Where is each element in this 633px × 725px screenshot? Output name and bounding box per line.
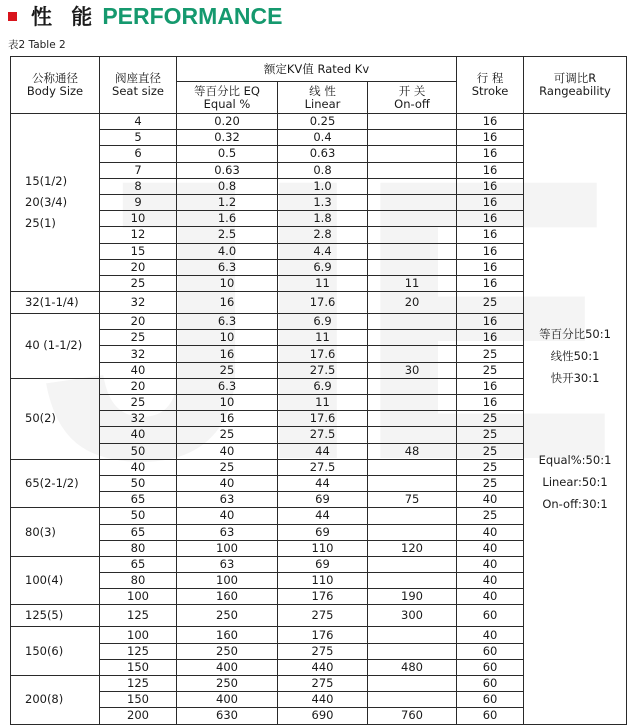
red-square-icon [8, 12, 17, 21]
equal-kv-cell: 63 [177, 492, 278, 508]
body-size-cell [11, 627, 100, 676]
stroke-cell: 25 [457, 362, 524, 378]
linear-kv-cell: 44 [278, 475, 368, 491]
linear-kv-cell: 1.0 [278, 178, 368, 194]
onoff-kv-cell: 480 [368, 659, 457, 675]
onoff-kv-cell [368, 211, 457, 227]
onoff-kv-cell [368, 459, 457, 475]
seat-size-cell: 40 [100, 459, 177, 475]
linear-kv-cell: 69 [278, 556, 368, 572]
linear-kv-cell: 6.9 [278, 259, 368, 275]
linear-kv-cell: 1.3 [278, 194, 368, 210]
onoff-kv-cell [368, 573, 457, 589]
linear-kv-cell: 17.6 [278, 411, 368, 427]
section-header [8, 2, 282, 30]
linear-kv-cell: 176 [278, 627, 368, 643]
stroke-cell: 40 [457, 556, 524, 572]
rangeability-value: 线性50:1 [550, 348, 600, 363]
stroke-cell: 16 [457, 162, 524, 178]
seat-size-cell: 8 [100, 178, 177, 194]
onoff-kv-cell [368, 475, 457, 491]
seat-size-cell: 50 [100, 508, 177, 524]
seat-size-cell: 32 [100, 346, 177, 362]
col-header-onoff: 开 关 On-off [368, 82, 457, 114]
body-size-cell [11, 378, 100, 459]
onoff-kv-cell [368, 178, 457, 194]
equal-kv-cell: 0.20 [177, 114, 278, 130]
body-size-cell [11, 114, 100, 292]
table-body [11, 114, 627, 725]
onoff-kv-cell [368, 643, 457, 659]
equal-kv-cell: 160 [177, 627, 278, 643]
stroke-cell: 25 [457, 292, 524, 314]
onoff-kv-cell: 190 [368, 589, 457, 605]
rangeability-value: 等百分比50:1 [539, 326, 611, 341]
seat-size-cell: 65 [100, 556, 177, 572]
stroke-cell: 16 [457, 130, 524, 146]
stroke-cell: 16 [457, 395, 524, 411]
seat-size-cell: 80 [100, 540, 177, 556]
seat-size-cell: 125 [100, 605, 177, 627]
rangeability-value: 快开30:1 [550, 370, 600, 385]
linear-kv-cell: 11 [278, 330, 368, 346]
equal-kv-cell: 6.3 [177, 259, 278, 275]
seat-size-cell: 65 [100, 524, 177, 540]
performance-table-wrap [10, 56, 626, 725]
stroke-cell: 16 [457, 227, 524, 243]
body-size-value: 125(5) [25, 608, 64, 623]
rangeability-value: On-off:30:1 [542, 496, 608, 511]
linear-kv-cell: 6.9 [278, 314, 368, 330]
onoff-kv-cell [368, 346, 457, 362]
onoff-kv-cell [368, 556, 457, 572]
onoff-kv-cell: 75 [368, 492, 457, 508]
seat-size-cell: 20 [100, 259, 177, 275]
equal-kv-cell: 0.5 [177, 146, 278, 162]
linear-kv-cell: 0.4 [278, 130, 368, 146]
seat-size-cell: 80 [100, 573, 177, 589]
stroke-cell: 40 [457, 524, 524, 540]
col-header-stroke: 行 程 Stroke [457, 57, 524, 114]
stroke-cell: 25 [457, 411, 524, 427]
linear-kv-cell: 0.25 [278, 114, 368, 130]
col-header-linear: 线 性 Linear [278, 82, 368, 114]
stroke-cell: 25 [457, 459, 524, 475]
equal-kv-cell: 160 [177, 589, 278, 605]
body-size-value: 150(6) [25, 643, 64, 658]
equal-kv-cell: 1.2 [177, 194, 278, 210]
equal-kv-cell: 2.5 [177, 227, 278, 243]
stroke-cell: 16 [457, 178, 524, 194]
seat-size-cell: 5 [100, 130, 177, 146]
body-size-cell [11, 508, 100, 557]
onoff-kv-cell: 30 [368, 362, 457, 378]
body-size-cell [11, 314, 100, 379]
onoff-kv-cell [368, 395, 457, 411]
linear-kv-cell: 440 [278, 659, 368, 675]
seat-size-cell: 25 [100, 395, 177, 411]
linear-kv-cell: 275 [278, 643, 368, 659]
stroke-cell: 16 [457, 194, 524, 210]
equal-kv-cell: 25 [177, 362, 278, 378]
stroke-cell: 40 [457, 589, 524, 605]
equal-kv-cell: 10 [177, 275, 278, 291]
onoff-kv-cell [368, 130, 457, 146]
stroke-cell: 40 [457, 492, 524, 508]
seat-size-cell: 125 [100, 643, 177, 659]
onoff-kv-cell: 300 [368, 605, 457, 627]
equal-kv-cell: 16 [177, 346, 278, 362]
stroke-cell: 25 [457, 346, 524, 362]
table-caption: 表2 Table 2 [8, 39, 66, 51]
onoff-kv-cell [368, 627, 457, 643]
stroke-cell: 25 [457, 443, 524, 459]
body-size-cell [11, 292, 100, 314]
rangeability-value: Linear:50:1 [542, 474, 608, 489]
col-header-body-size: 公称通径 Body Size [11, 57, 100, 114]
seat-size-cell: 4 [100, 114, 177, 130]
body-size-cell [11, 676, 100, 725]
linear-kv-cell: 11 [278, 395, 368, 411]
seat-size-cell: 9 [100, 194, 177, 210]
linear-kv-cell: 69 [278, 524, 368, 540]
stroke-cell: 16 [457, 211, 524, 227]
seat-size-cell: 20 [100, 378, 177, 394]
equal-kv-cell: 40 [177, 508, 278, 524]
title-cn: 性 能 [31, 5, 99, 29]
seat-size-cell: 15 [100, 243, 177, 259]
seat-size-cell: 25 [100, 330, 177, 346]
seat-size-cell: 50 [100, 475, 177, 491]
body-size-value: 32(1-1/4) [25, 295, 79, 310]
body-size-cell [11, 605, 100, 627]
onoff-kv-cell: 760 [368, 708, 457, 724]
linear-kv-cell: 6.9 [278, 378, 368, 394]
equal-kv-cell: 10 [177, 330, 278, 346]
stroke-cell: 16 [457, 243, 524, 259]
seat-size-cell: 150 [100, 659, 177, 675]
equal-kv-cell: 0.32 [177, 130, 278, 146]
onoff-kv-cell: 11 [368, 275, 457, 291]
linear-kv-cell: 44 [278, 443, 368, 459]
col-header-equal: 等百分比 EQ Equal % [177, 82, 278, 114]
equal-kv-cell: 250 [177, 605, 278, 627]
seat-size-cell: 32 [100, 411, 177, 427]
seat-size-cell: 200 [100, 708, 177, 724]
stroke-cell: 16 [457, 378, 524, 394]
seat-size-cell: 65 [100, 492, 177, 508]
linear-kv-cell: 0.8 [278, 162, 368, 178]
seat-size-cell: 25 [100, 275, 177, 291]
stroke-cell: 40 [457, 627, 524, 643]
stroke-cell: 25 [457, 508, 524, 524]
stroke-cell: 16 [457, 330, 524, 346]
onoff-kv-cell [368, 378, 457, 394]
equal-kv-cell: 63 [177, 524, 278, 540]
stroke-cell: 40 [457, 573, 524, 589]
onoff-kv-cell [368, 194, 457, 210]
equal-kv-cell: 250 [177, 676, 278, 692]
equal-kv-cell: 6.3 [177, 378, 278, 394]
stroke-cell: 60 [457, 605, 524, 627]
body-size-value: 80(3) [25, 524, 56, 539]
onoff-kv-cell [368, 692, 457, 708]
body-size-value: 40 (1-1/2) [25, 338, 83, 353]
equal-kv-cell: 400 [177, 659, 278, 675]
equal-kv-cell: 16 [177, 411, 278, 427]
equal-kv-cell: 40 [177, 475, 278, 491]
onoff-kv-cell: 48 [368, 443, 457, 459]
equal-kv-cell: 63 [177, 556, 278, 572]
seat-size-cell: 150 [100, 692, 177, 708]
body-size-cell [11, 556, 100, 605]
seat-size-cell: 40 [100, 427, 177, 443]
equal-kv-cell: 10 [177, 395, 278, 411]
linear-kv-cell: 176 [278, 589, 368, 605]
rangeability-cell [524, 114, 627, 725]
equal-kv-cell: 25 [177, 459, 278, 475]
onoff-kv-cell [368, 259, 457, 275]
rangeability-value: Equal%:50:1 [538, 452, 612, 467]
stroke-cell: 60 [457, 692, 524, 708]
onoff-kv-cell: 120 [368, 540, 457, 556]
stroke-cell: 16 [457, 114, 524, 130]
linear-kv-cell: 17.6 [278, 346, 368, 362]
equal-kv-cell: 630 [177, 708, 278, 724]
seat-size-cell: 6 [100, 146, 177, 162]
onoff-kv-cell [368, 146, 457, 162]
equal-kv-cell: 0.63 [177, 162, 278, 178]
body-size-value: 200(8) [25, 692, 64, 707]
stroke-cell: 40 [457, 540, 524, 556]
onoff-kv-cell [368, 508, 457, 524]
seat-size-cell: 100 [100, 627, 177, 643]
stroke-cell: 25 [457, 427, 524, 443]
linear-kv-cell: 17.6 [278, 292, 368, 314]
col-header-rangeability: 可调比R Rangeability [524, 57, 627, 114]
linear-kv-cell: 110 [278, 573, 368, 589]
seat-size-cell: 20 [100, 314, 177, 330]
performance-table [10, 56, 627, 725]
linear-kv-cell: 11 [278, 275, 368, 291]
seat-size-cell: 32 [100, 292, 177, 314]
onoff-kv-cell [368, 330, 457, 346]
linear-kv-cell: 1.8 [278, 211, 368, 227]
linear-kv-cell: 275 [278, 605, 368, 627]
stroke-cell: 60 [457, 659, 524, 675]
body-size-value: 15(1/2) [25, 174, 68, 189]
body-size-value: 50(2) [25, 411, 56, 426]
linear-kv-cell: 275 [278, 676, 368, 692]
body-size-value: 65(2-1/2) [25, 476, 79, 491]
stroke-cell: 60 [457, 708, 524, 724]
onoff-kv-cell [368, 227, 457, 243]
linear-kv-cell: 110 [278, 540, 368, 556]
stroke-cell: 16 [457, 314, 524, 330]
stroke-cell: 16 [457, 275, 524, 291]
stroke-cell: 60 [457, 643, 524, 659]
onoff-kv-cell [368, 411, 457, 427]
equal-kv-cell: 6.3 [177, 314, 278, 330]
onoff-kv-cell [368, 314, 457, 330]
onoff-kv-cell [368, 676, 457, 692]
body-size-value: 20(3/4) [25, 195, 68, 210]
onoff-kv-cell: 20 [368, 292, 457, 314]
stroke-cell: 60 [457, 676, 524, 692]
onoff-kv-cell [368, 114, 457, 130]
onoff-kv-cell [368, 427, 457, 443]
seat-size-cell: 100 [100, 589, 177, 605]
onoff-kv-cell [368, 524, 457, 540]
equal-kv-cell: 100 [177, 573, 278, 589]
linear-kv-cell: 2.8 [278, 227, 368, 243]
seat-size-cell: 7 [100, 162, 177, 178]
body-size-value: 100(4) [25, 573, 64, 588]
seat-size-cell: 12 [100, 227, 177, 243]
equal-kv-cell: 100 [177, 540, 278, 556]
linear-kv-cell: 27.5 [278, 427, 368, 443]
equal-kv-cell: 16 [177, 292, 278, 314]
equal-kv-cell: 25 [177, 427, 278, 443]
linear-kv-cell: 44 [278, 508, 368, 524]
seat-size-cell: 40 [100, 362, 177, 378]
onoff-kv-cell [368, 162, 457, 178]
linear-kv-cell: 440 [278, 692, 368, 708]
linear-kv-cell: 4.4 [278, 243, 368, 259]
equal-kv-cell: 0.8 [177, 178, 278, 194]
onoff-kv-cell [368, 243, 457, 259]
stroke-cell: 25 [457, 475, 524, 491]
seat-size-cell: 50 [100, 443, 177, 459]
equal-kv-cell: 4.0 [177, 243, 278, 259]
equal-kv-cell: 1.6 [177, 211, 278, 227]
linear-kv-cell: 27.5 [278, 362, 368, 378]
col-header-seat-size: 阀座直径 Seat size [100, 57, 177, 114]
linear-kv-cell: 690 [278, 708, 368, 724]
equal-kv-cell: 400 [177, 692, 278, 708]
body-size-value: 25(1) [25, 216, 56, 231]
linear-kv-cell: 27.5 [278, 459, 368, 475]
seat-size-cell: 125 [100, 676, 177, 692]
body-size-cell [11, 459, 100, 508]
stroke-cell: 16 [457, 146, 524, 162]
stroke-cell: 16 [457, 259, 524, 275]
seat-size-cell: 10 [100, 211, 177, 227]
equal-kv-cell: 250 [177, 643, 278, 659]
linear-kv-cell: 69 [278, 492, 368, 508]
title-en: PERFORMANCE [102, 2, 283, 29]
equal-kv-cell: 40 [177, 443, 278, 459]
table-row [11, 114, 627, 130]
linear-kv-cell: 0.63 [278, 146, 368, 162]
col-header-rated-kv: 额定KV值 Rated Kv [177, 57, 457, 82]
